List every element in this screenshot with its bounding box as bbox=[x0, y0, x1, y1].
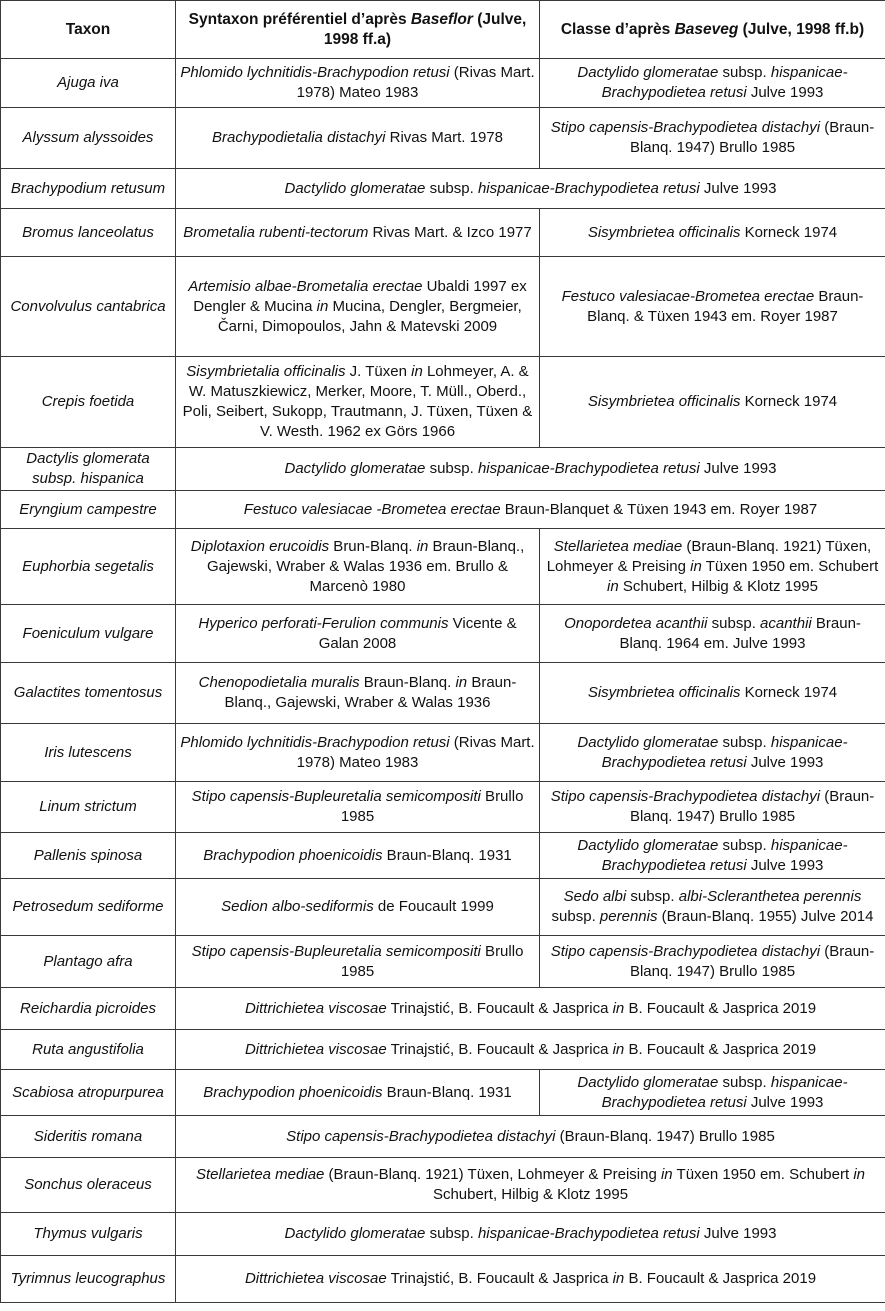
table-row bbox=[1, 605, 885, 663]
merged-syntaxon-cell bbox=[176, 1158, 885, 1213]
header-row bbox=[1, 1, 885, 59]
italic-name: Brachypodion phoenicoidis bbox=[203, 846, 383, 864]
italic-name: in bbox=[612, 1040, 625, 1058]
italic-name: Sisymbrietea officinalis bbox=[587, 223, 741, 241]
author-text: subsp. bbox=[551, 908, 600, 925]
classe-cell bbox=[540, 357, 885, 448]
table-row bbox=[1, 448, 885, 491]
italic-name: in bbox=[316, 297, 329, 315]
taxon-cell: Crepis foetida bbox=[1, 357, 176, 448]
syntaxon-cell bbox=[176, 833, 540, 879]
classe-cell bbox=[540, 529, 885, 605]
italic-name: Sedion albo-sediformis bbox=[221, 898, 374, 915]
classe-cell bbox=[540, 663, 885, 724]
italic-name: Diplotaxion erucoidis bbox=[190, 537, 330, 555]
author-text: Brullo 1985 bbox=[340, 942, 524, 980]
italic-name: in bbox=[660, 1166, 673, 1183]
italic-name: Festuco valesiacae -Brometea erectae bbox=[243, 500, 501, 518]
author-text: (Braun-Blanq. 1921) Tüxen, Lohmeyer & Preising bbox=[324, 1166, 661, 1183]
author-text: Rivas Mart. 1978 bbox=[385, 129, 503, 146]
classe-cell bbox=[540, 59, 885, 108]
author-text: Korneck 1974 bbox=[740, 393, 838, 410]
syntaxon-cell bbox=[176, 209, 540, 257]
table-row bbox=[1, 357, 885, 448]
syntaxon-cell bbox=[176, 879, 540, 936]
italic-name: hispanicae-Brachypodietea retusi bbox=[601, 64, 848, 101]
italic-name: Stipo capensis-Brachypodietea distachyi bbox=[286, 1127, 556, 1145]
table-row bbox=[1, 209, 885, 257]
author-text: (Braun-Blanq. 1921) Tüxen, Lohmeyer & Preising bbox=[546, 537, 872, 575]
author-text: Braun-Blanq., Gajewski, Wraber & Walas 1936 em. Brullo & Marcenò 1980 bbox=[207, 537, 525, 595]
author-text: B. Foucault & Jasprica 2019 bbox=[624, 1270, 817, 1287]
italic-name: Stipo capensis-Brachypodietea distachyi bbox=[550, 788, 821, 805]
italic-name: Stellarietea mediae bbox=[553, 537, 683, 555]
italic-name: in bbox=[690, 557, 702, 575]
taxon-cell: Linum strictum bbox=[1, 782, 176, 833]
merged-syntaxon-cell bbox=[176, 1256, 885, 1303]
taxon-cell: Foeniculum vulgare bbox=[1, 605, 176, 663]
italic-name: Brometalia rubenti-tectorum bbox=[183, 223, 369, 241]
table-row bbox=[1, 529, 885, 605]
table-row bbox=[1, 1256, 885, 1303]
italic-name: Sisymbrietalia officinalis bbox=[186, 363, 346, 380]
author-text: J. Tüxen bbox=[345, 363, 412, 380]
table-row bbox=[1, 1030, 885, 1070]
author-text: de Foucault 1999 bbox=[373, 898, 494, 915]
italic-name: Sedo albi bbox=[563, 888, 627, 905]
taxon-cell: Pallenis spinosa bbox=[1, 833, 176, 879]
taxon-cell: Eryngium campestre bbox=[1, 491, 176, 529]
author-text: subsp. bbox=[718, 1073, 771, 1091]
author-text: Julve 1993 bbox=[699, 460, 777, 477]
italic-name: in bbox=[612, 1270, 625, 1287]
header-syntaxon-ref: (Julve, 1998 ff.a) bbox=[323, 10, 527, 48]
author-text: (Rivas Mart. 1978) Mateo 1983 bbox=[296, 733, 535, 771]
italic-name: acanthii bbox=[760, 614, 812, 632]
author-text: subsp. bbox=[718, 733, 771, 751]
italic-name: Sisymbrietea officinalis bbox=[587, 393, 741, 410]
author-text: Trinajstić, B. Foucault & Jasprica bbox=[386, 1270, 613, 1287]
author-text: Braun-Blanq. bbox=[359, 674, 456, 691]
author-text: Trinajstić, B. Foucault & Jasprica bbox=[386, 1040, 613, 1058]
author-text: Braun-Blanq. 1931 bbox=[382, 1083, 512, 1101]
taxon-cell: Ruta angustifolia bbox=[1, 1030, 176, 1070]
header-classe bbox=[540, 1, 885, 59]
italic-name: albi-Scleranthetea perennis bbox=[678, 888, 862, 905]
syntaxon-cell bbox=[176, 59, 540, 108]
table-row bbox=[1, 663, 885, 724]
classe-cell bbox=[540, 782, 885, 833]
author-text: Julve 1993 bbox=[746, 84, 824, 101]
italic-name: Dactylido glomeratae bbox=[577, 1073, 719, 1091]
table-row bbox=[1, 724, 885, 782]
header-classe-ref: (Julve, 1998 ff.b) bbox=[738, 20, 865, 38]
table-row bbox=[1, 491, 885, 529]
classe-cell bbox=[540, 724, 885, 782]
italic-name: hispanicae-Brachypodietea retusi bbox=[477, 460, 700, 477]
table-row bbox=[1, 879, 885, 936]
table-row bbox=[1, 108, 885, 169]
taxon-cell: Alyssum alyssoides bbox=[1, 108, 176, 169]
italic-name: Dactylido glomeratae bbox=[577, 64, 719, 81]
syntaxon-cell bbox=[176, 724, 540, 782]
author-text: Ubaldi 1997 ex Dengler & Mucina bbox=[193, 277, 527, 315]
italic-name: Dittrichietea viscosae bbox=[244, 1040, 387, 1058]
taxon-cell: Sideritis romana bbox=[1, 1116, 176, 1158]
merged-syntaxon-cell bbox=[176, 988, 885, 1030]
author-text: Julve 1993 bbox=[746, 856, 824, 874]
italic-name: in bbox=[612, 999, 625, 1017]
italic-name: Stipo capensis-Brachypodietea distachyi bbox=[550, 119, 821, 136]
syntaxon-cell bbox=[176, 782, 540, 833]
italic-name: in bbox=[455, 674, 468, 691]
italic-name: Phlomido lychnitidis-Brachypodion retusi bbox=[180, 733, 450, 751]
syntaxon-cell bbox=[176, 529, 540, 605]
syntaxon-cell bbox=[176, 357, 540, 448]
italic-name: Dittrichietea viscosae bbox=[244, 1270, 387, 1287]
author-text: Braun-Blanq. & Tüxen 1943 em. Royer 1987 bbox=[587, 287, 864, 325]
merged-syntaxon-cell bbox=[176, 448, 885, 491]
classe-cell bbox=[540, 108, 885, 169]
italic-name: hispanicae-Brachypodietea retusi bbox=[601, 836, 848, 874]
table-row bbox=[1, 59, 885, 108]
italic-name: Chenopodietalia muralis bbox=[198, 674, 360, 691]
author-text: subsp. bbox=[425, 460, 478, 477]
author-text: subsp. bbox=[425, 1225, 478, 1242]
header-syntaxon-text: Syntaxon préférentiel d’après bbox=[188, 10, 411, 28]
taxon-cell: Petrosedum sediforme bbox=[1, 879, 176, 936]
italic-name: Festuco valesiacae-Brometea erectae bbox=[561, 287, 815, 305]
author-text: B. Foucault & Jasprica 2019 bbox=[624, 1040, 817, 1058]
taxon-cell: Reichardia picroides bbox=[1, 988, 176, 1030]
italic-name: perennis bbox=[599, 908, 658, 925]
author-text: Brullo 1985 bbox=[340, 788, 524, 825]
author-text: Julve 1993 bbox=[746, 753, 824, 771]
italic-name: Onopordetea acanthii bbox=[564, 614, 708, 632]
table-row bbox=[1, 1158, 885, 1213]
author-text: Korneck 1974 bbox=[740, 223, 838, 241]
taxon-cell: Convolvulus cantabrica bbox=[1, 257, 176, 357]
classe-cell bbox=[540, 833, 885, 879]
taxon-cell: Dactylis glomerata subsp. hispanica bbox=[1, 448, 176, 491]
italic-name: Dactylido glomeratae bbox=[284, 460, 426, 477]
author-text: Julve 1993 bbox=[746, 1093, 824, 1111]
table-row bbox=[1, 1070, 885, 1116]
table-row bbox=[1, 1213, 885, 1256]
italic-name: Stipo capensis-Bupleuretalia semicompositi bbox=[191, 942, 481, 960]
taxon-cell: Tyrimnus leucographus bbox=[1, 1256, 176, 1303]
taxon-cell: Thymus vulgaris bbox=[1, 1213, 176, 1256]
table-row bbox=[1, 833, 885, 879]
author-text: (Braun-Blanq. 1955) Julve 2014 bbox=[657, 908, 874, 925]
author-text: Tüxen 1950 em. Schubert bbox=[672, 1166, 854, 1183]
classe-cell bbox=[540, 257, 885, 357]
italic-name: Stipo capensis-Brachypodietea distachyi bbox=[550, 942, 821, 960]
author-text: Mucina, Dengler, Bergmeier, Čarni, Dimopoulos, Jahn & Matevski 2009 bbox=[217, 297, 522, 335]
taxon-cell: Brachypodium retusum bbox=[1, 169, 176, 209]
table-row bbox=[1, 1116, 885, 1158]
author-text: subsp. bbox=[626, 888, 679, 905]
italic-name: Dactylido glomeratae bbox=[577, 733, 719, 751]
author-text: Trinajstić, B. Foucault & Jasprica bbox=[386, 999, 613, 1017]
author-text: subsp. bbox=[425, 179, 478, 197]
italic-name: Hyperico perforati-Ferulion communis bbox=[198, 614, 449, 632]
author-text: Julve 1993 bbox=[699, 1225, 777, 1242]
author-text: Braun-Blanq., Gajewski, Wraber & Walas 1936 bbox=[224, 674, 517, 711]
classe-cell bbox=[540, 605, 885, 663]
italic-name: in bbox=[607, 577, 619, 595]
merged-syntaxon-cell bbox=[176, 1213, 885, 1256]
author-text: Korneck 1974 bbox=[740, 684, 838, 701]
author-text: Schubert, Hilbig & Klotz 1995 bbox=[432, 1186, 629, 1203]
classe-cell bbox=[540, 879, 885, 936]
author-text: subsp. bbox=[707, 614, 761, 632]
author-text: (Braun-Blanq. 1947) Brullo 1985 bbox=[629, 119, 875, 156]
italic-name: Stellarietea mediae bbox=[195, 1166, 325, 1183]
author-text: Brun-Blanq. bbox=[329, 537, 417, 555]
classe-cell bbox=[540, 209, 885, 257]
table-row bbox=[1, 936, 885, 988]
syntaxon-cell bbox=[176, 663, 540, 724]
author-text: Julve 1993 bbox=[699, 179, 777, 197]
author-text: Rivas Mart. & Izco 1977 bbox=[368, 223, 532, 241]
merged-syntaxon-cell bbox=[176, 1030, 885, 1070]
italic-name: Dittrichietea viscosae bbox=[244, 999, 387, 1017]
taxon-cell: Scabiosa atropurpurea bbox=[1, 1070, 176, 1116]
italic-name: in bbox=[411, 363, 423, 380]
header-syntaxon bbox=[176, 1, 540, 59]
italic-name: Stipo capensis-Bupleuretalia semicompositi bbox=[191, 788, 481, 805]
header-syntaxon-baseflor: Baseflor bbox=[410, 10, 473, 28]
syntaxon-cell bbox=[176, 605, 540, 663]
table-row bbox=[1, 782, 885, 833]
italic-name: Artemisio albae-Brometalia erectae bbox=[188, 277, 423, 295]
syntaxon-cell bbox=[176, 108, 540, 169]
syntaxon-cell bbox=[176, 936, 540, 988]
author-text: Braun-Blanquet & Tüxen 1943 em. Royer 1987 bbox=[500, 500, 818, 518]
italic-name: hispanicae-Brachypodietea retusi bbox=[601, 1073, 848, 1111]
italic-name: Phlomido lychnitidis-Brachypodion retusi bbox=[180, 64, 450, 81]
italic-name: Dactylido glomeratae bbox=[577, 836, 719, 854]
italic-name: Dactylido glomeratae bbox=[284, 1225, 426, 1242]
syntaxon-cell bbox=[176, 257, 540, 357]
merged-syntaxon-cell bbox=[176, 169, 885, 209]
author-text: Braun-Blanq. 1931 bbox=[382, 846, 512, 864]
taxon-cell: Sonchus oleraceus bbox=[1, 1158, 176, 1213]
table-row bbox=[1, 257, 885, 357]
taxon-cell: Bromus lanceolatus bbox=[1, 209, 176, 257]
table-body bbox=[1, 59, 885, 1303]
taxon-cell: Ajuga iva bbox=[1, 59, 176, 108]
classe-cell bbox=[540, 1070, 885, 1116]
merged-syntaxon-cell bbox=[176, 1116, 885, 1158]
italic-name: Brachypodietalia distachyi bbox=[212, 129, 386, 146]
author-text: Schubert, Hilbig & Klotz 1995 bbox=[618, 577, 818, 595]
italic-name: Brachypodion phoenicoidis bbox=[203, 1083, 383, 1101]
italic-name: hispanicae-Brachypodietea retusi bbox=[477, 1225, 700, 1242]
merged-syntaxon-cell bbox=[176, 491, 885, 529]
header-classe-baseveg: Baseveg bbox=[674, 20, 739, 38]
author-text: (Braun-Blanq. 1947) Brullo 1985 bbox=[555, 1127, 775, 1145]
author-text: (Braun-Blanq. 1947) Brullo 1985 bbox=[629, 788, 875, 825]
author-text: subsp. bbox=[718, 836, 771, 854]
author-text: (Braun-Blanq. 1947) Brullo 1985 bbox=[629, 942, 875, 980]
table-row bbox=[1, 169, 885, 209]
author-text: Lohmeyer, A. & W. Matuszkiewicz, Merker, Moore, T. Müll., Oberd., Poli, Seibert, Sukopp, Trautmann, J. Tüxen, Tüxen & V. Westh. 1962 ex Görs 1966 bbox=[182, 363, 533, 440]
author-text: Braun-Blanq. 1964 em. Julve 1993 bbox=[619, 614, 861, 652]
italic-name: hispanicae-Brachypodietea retusi bbox=[601, 733, 848, 771]
header-classe-text: Classe d’après bbox=[560, 20, 675, 38]
italic-name: Dactylido glomeratae bbox=[284, 179, 426, 197]
author-text: Tüxen 1950 em. Schubert bbox=[701, 557, 879, 575]
table-row bbox=[1, 988, 885, 1030]
italic-name: in bbox=[853, 1166, 866, 1183]
italic-name: in bbox=[416, 537, 429, 555]
italic-name: Sisymbrietea officinalis bbox=[587, 684, 741, 701]
taxon-cell: Iris lutescens bbox=[1, 724, 176, 782]
syntaxon-cell bbox=[176, 1070, 540, 1116]
italic-name: hispanicae-Brachypodietea retusi bbox=[477, 179, 700, 197]
taxon-cell: Euphorbia segetalis bbox=[1, 529, 176, 605]
header-taxon: Taxon bbox=[1, 1, 176, 59]
taxon-cell: Galactites tomentosus bbox=[1, 663, 176, 724]
author-text: B. Foucault & Jasprica 2019 bbox=[624, 999, 817, 1017]
author-text: Vicente & Galan 2008 bbox=[318, 614, 517, 652]
taxon-cell: Plantago afra bbox=[1, 936, 176, 988]
author-text: subsp. bbox=[718, 64, 771, 81]
author-text: (Rivas Mart. 1978) Mateo 1983 bbox=[296, 64, 535, 101]
classe-cell bbox=[540, 936, 885, 988]
